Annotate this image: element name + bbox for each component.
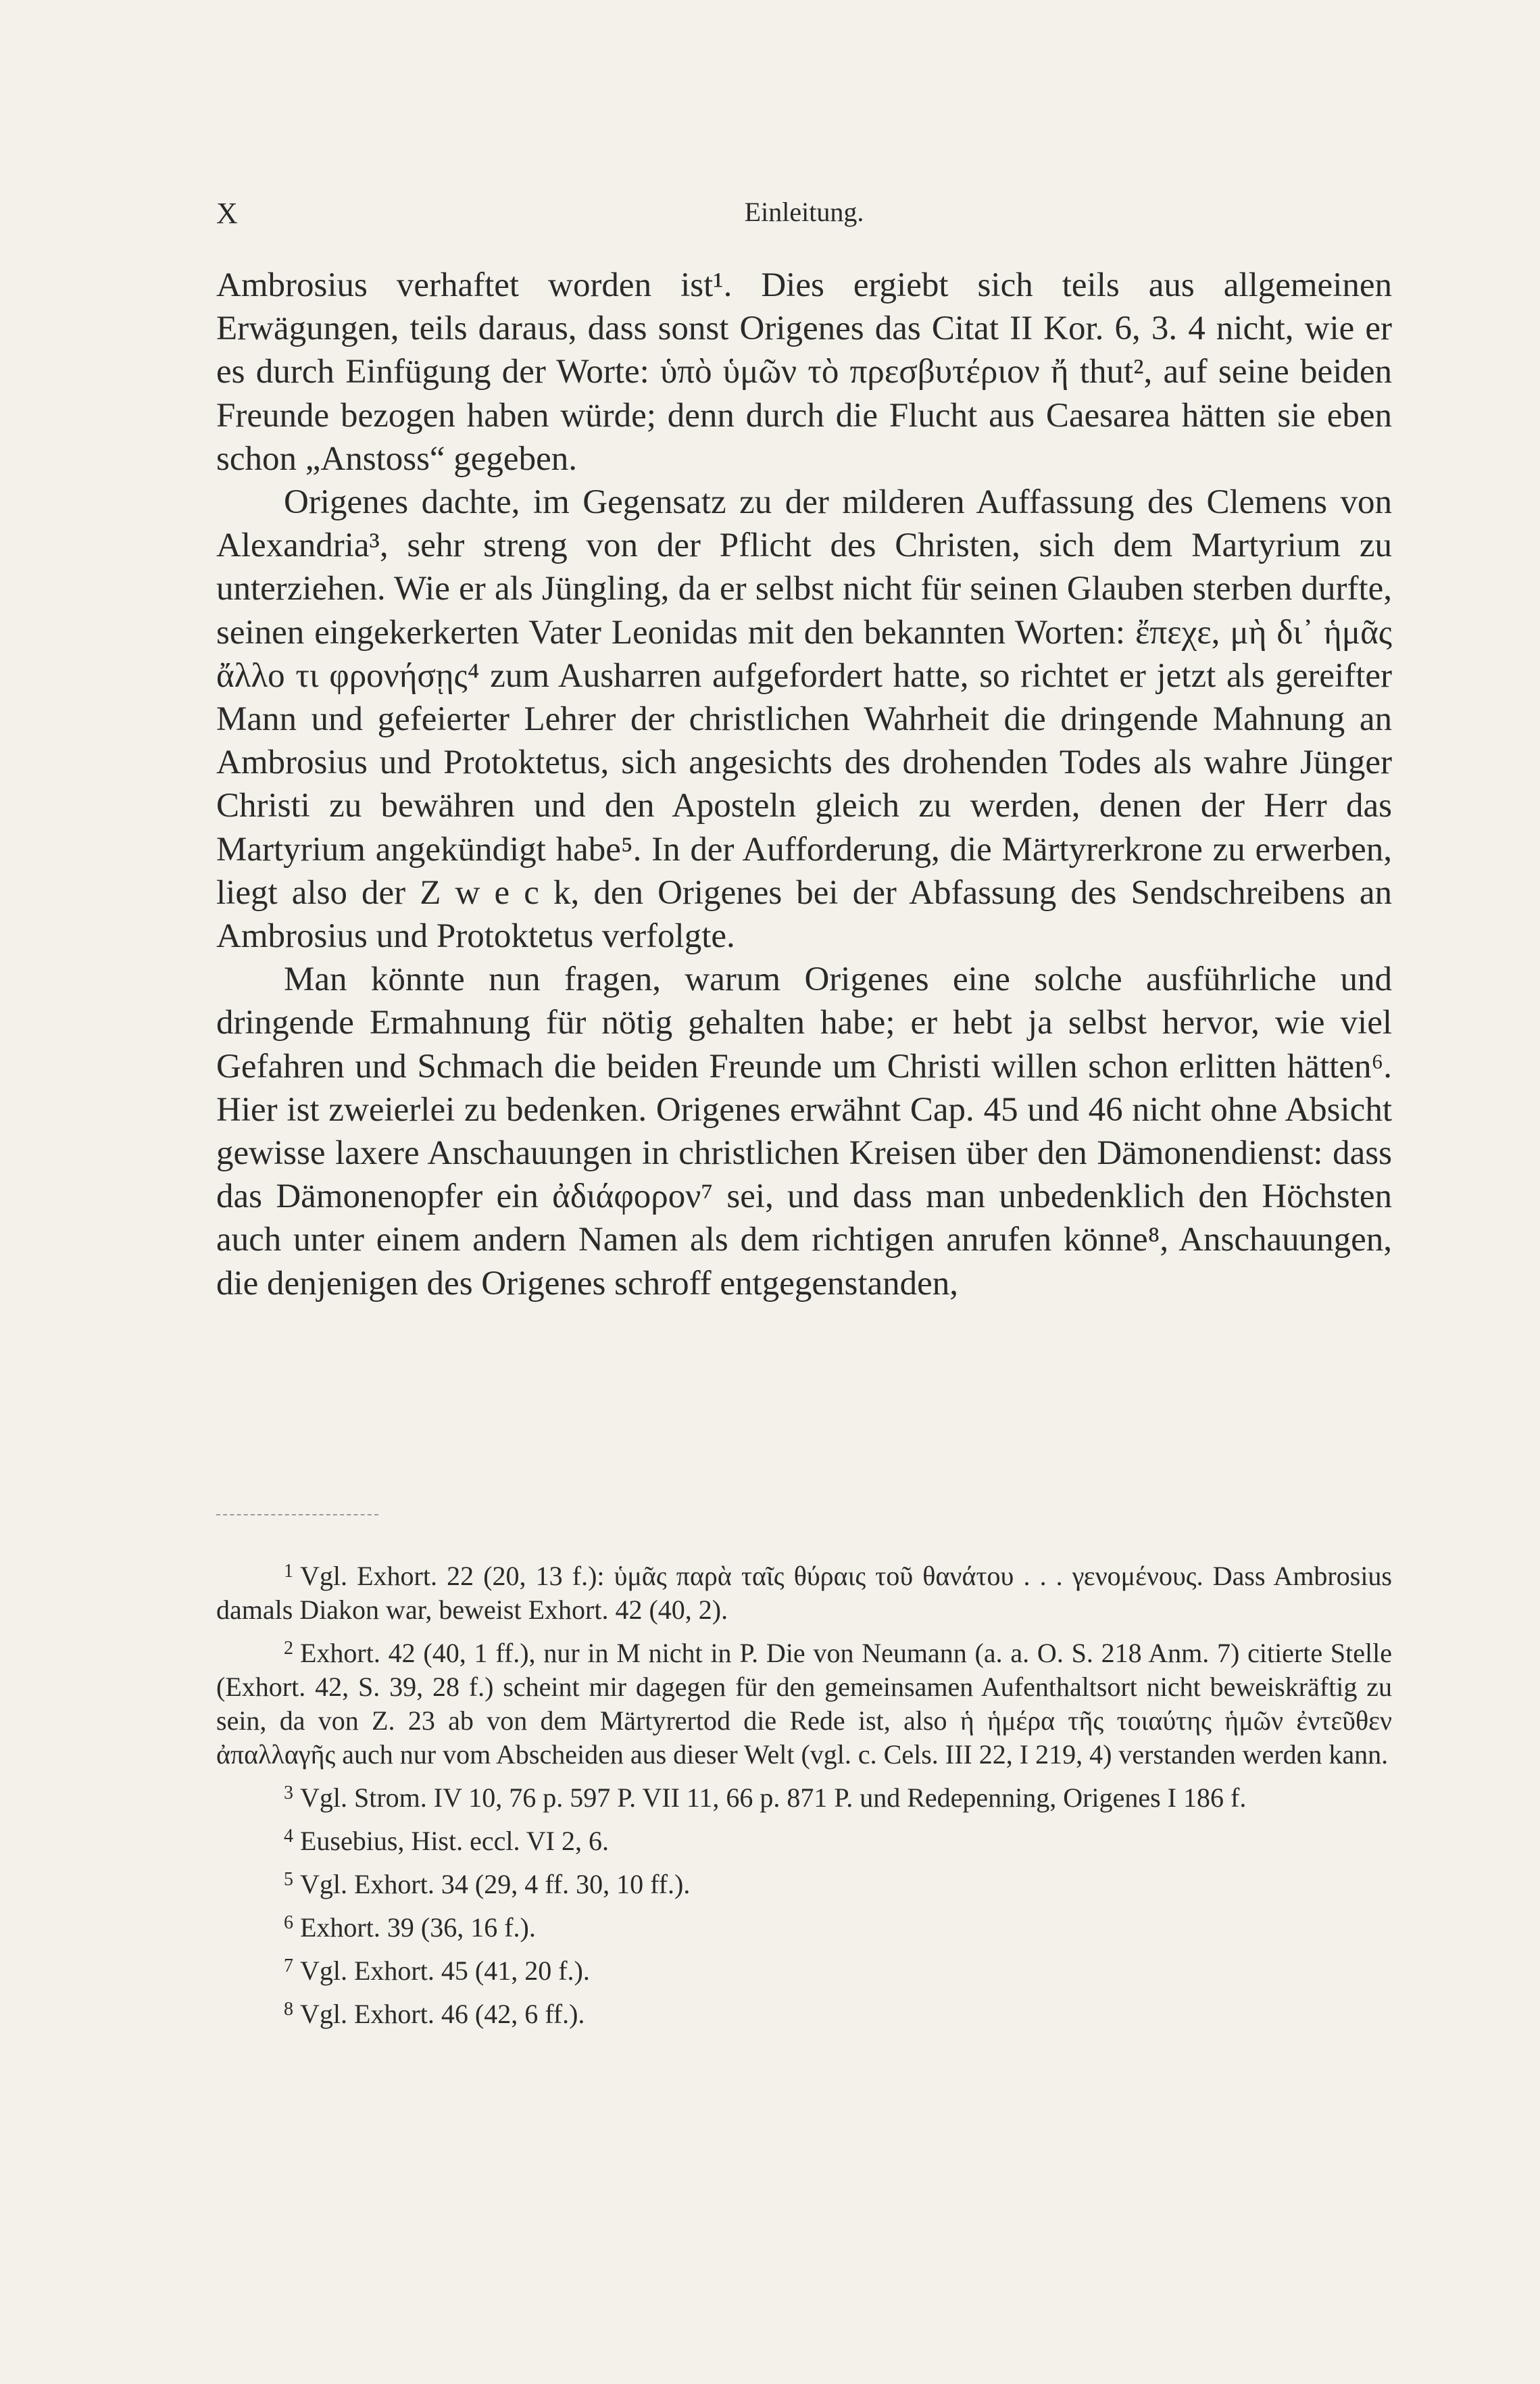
footnote-number: 8 (284, 1999, 293, 2020)
footnote-number: 6 (284, 1912, 293, 1933)
footnote-number: 7 (284, 1955, 293, 1976)
footnote-3 (216, 1776, 1392, 1815)
footnote-number: 4 (284, 1826, 293, 1847)
footnote-text: Vgl. Exhort. 34 (29, 4 ff. 30, 10 ff.). (300, 1869, 691, 1899)
footnote-number: 1 (284, 1561, 293, 1582)
footnote-text: Vgl. Exhort. 22 (20, 13 f.): ὑμᾶς παρὰ ταῖς θύραις τοῦ θανάτου . . . γενομένους. Dass Ambrosius damals Diakon war, beweist Exhort. 42 (40, 2). (216, 1561, 1392, 1625)
paragraph-3: Man könnte nun fragen, warum Origenes eine solche ausführliche und dringende Ermahnung für nötig gehalten habe; er hebt ja selbst hervor, wie viel Gefahren und Schmach die beiden Freunde um Christi willen schon erlitten hätten⁶. Hier ist zweierlei zu bedenken. Origenes erwähnt Cap. 45 und 46 nicht ohne Absicht gewisse laxere Anschauungen in christlichen Kreisen über den Dämonendienst: dass das Dämonenopfer ein ἀδιάφορον⁷ sei, und dass man unbedenklich den Höchsten auch unter einem andern Namen als dem richtigen anrufen könne⁸, Anschauungen, die denjenigen des Origenes schroff entgegenstanden, (216, 960, 1392, 1303)
footnote-number: 5 (284, 1869, 293, 1890)
page-header (216, 196, 1392, 237)
paragraph-1: Ambrosius verhaftet worden ist¹. Dies ergiebt sich teils aus allgemeinen Erwägungen, teils daraus, dass sonst Origenes das Citat II Kor. 6, 3. 4 nicht, wie er es durch Einfügung der Worte: ὑπὸ ὑμῶν τὸ πρεσβυτέριον ἤ thut², auf seine beiden Freunde bezogen haben würde; denn durch die Flucht aus Caesarea hätten sie eben schon „Anstoss“ gegeben. (216, 266, 1392, 478)
footnote-text: Vgl. Strom. IV 10, 76 p. 597 P. VII 11, 66 p. 871 P. und Redepenning, Origenes I 186 f. (300, 1782, 1247, 1813)
footnote-8 (216, 1993, 1392, 2031)
paragraph-2: Origenes dachte, im Gegensatz zu der milderen Auffassung des Clemens von Alexandria³, sehr streng von der Pflicht des Christen, sich dem Martyrium zu unterziehen. Wie er als Jüngling, da er selbst nicht für seinen Glauben sterben durfte, seinen eingekerkerten Vater Leonidas mit den bekannten Worten: ἔπεχε, μὴ δι᾽ ἡμᾶς ἄλλο τι φρονήσῃς⁴ zum Ausharren aufgefordert hatte, so richtet er jetzt als gereifter Mann und gefeierter Lehrer der christlichen Wahrheit die dringende Mahnung an Ambrosius und Protoktetus, sich angesichts des drohenden Todes als wahre Jünger Christi zu bewähren und den Aposteln gleich zu werden, denen der Herr das Martyrium angekündigt habe⁵. In der Aufforderung, die Märtyrerkrone zu erwerben, liegt also der Z w e c k, den Origenes bei der Abfassung des Sendschreibens an Ambrosius und Protoktetus verfolgte. (216, 483, 1392, 956)
footnote-number: 3 (284, 1782, 293, 1803)
footnote-separator (216, 1514, 378, 1515)
footnote-text: Vgl. Exhort. 46 (42, 6 ff.). (300, 1999, 585, 2029)
running-head: Einleitung. (744, 197, 864, 227)
footnote-text: Eusebius, Hist. eccl. VI 2, 6. (300, 1826, 609, 1856)
body-text (216, 264, 1392, 1305)
footnote-number: 2 (284, 1638, 293, 1659)
footnotes (216, 1555, 1392, 2036)
footnote-text: Vgl. Exhort. 45 (41, 20 f.). (300, 1955, 590, 1986)
footnote-1 (216, 1555, 1392, 1627)
footnote-7 (216, 1949, 1392, 1988)
footnote-4 (216, 1820, 1392, 1858)
footnote-text: Exhort. 39 (36, 16 f.). (300, 1912, 536, 1943)
footnote-text: Exhort. 42 (40, 1 ff.), nur in M nicht in P. Die von Neumann (a. a. O. S. 218 Anm. 7) citierte Stelle (Exhort. 42, S. 39, 28 f.) scheint mir dagegen für den gemeinsamen Aufenthaltsort nicht beweiskräftig zu sein, da von Z. 23 ab von dem Märtyrertod die Rede ist, also ἡ ἡμέρα τῆς τοιαύτης ἡμῶν ἐντεῦθεν ἀπαλλαγῆς auch nur vom Abscheiden aus dieser Welt (vgl. c. Cels. III 22, I 219, 4) verstanden werden kann. (216, 1638, 1392, 1770)
footnote-2 (216, 1632, 1392, 1772)
page-number: X (216, 197, 239, 230)
footnote-6 (216, 1906, 1392, 1945)
footnote-5 (216, 1863, 1392, 1901)
